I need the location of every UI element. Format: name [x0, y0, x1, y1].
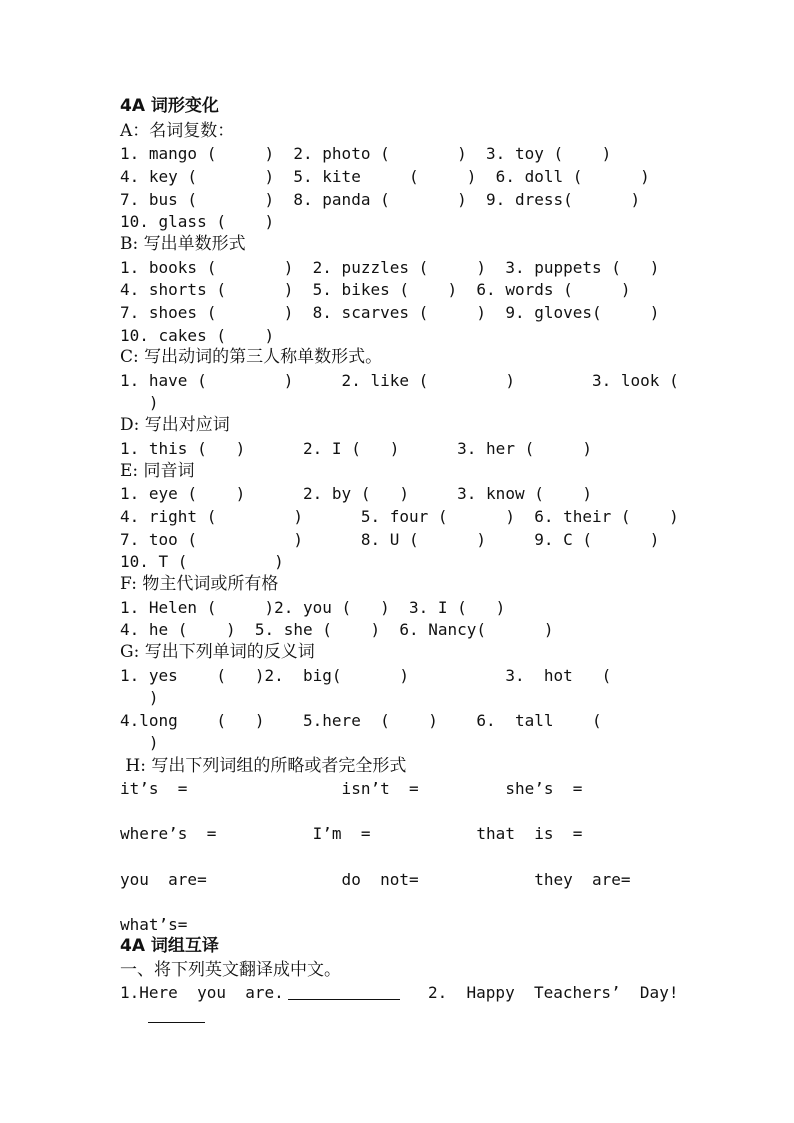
- section-g-heading: G: 写出下列单词的反义词: [120, 642, 315, 662]
- section-d-heading: D: 写出对应词: [120, 415, 230, 435]
- section-e-line-2: 4. right ( ) 5. four ( ) 6. their ( ): [120, 507, 679, 526]
- title-phrase-translation: 4A 词组互译: [120, 936, 219, 956]
- section-c-line-1: 1. have ( ) 2. like ( ) 3. look (: [120, 371, 679, 390]
- section-f-line-1: 1. Helen ( )2. you ( ) 3. I ( ): [120, 598, 506, 617]
- section-e-heading: E: 同音词: [120, 461, 195, 481]
- section-b-line-4: 10. cakes ( ): [120, 326, 275, 345]
- answer-blank-2: [148, 1022, 205, 1023]
- title-word-forms: 4A 词形变化: [120, 96, 219, 116]
- section-g-line-3: 4.long ( ) 5.here ( ) 6. tall (: [120, 711, 602, 730]
- question-1-text: 1.Here you are.: [120, 983, 284, 1002]
- section-a-heading: A：名词复数：: [120, 121, 235, 141]
- section-b-line-2: 4. shorts ( ) 5. bikes ( ) 6. words ( ): [120, 280, 631, 299]
- section-b-heading: B: 写出单数形式: [120, 234, 246, 254]
- question-2-text: 2. Happy Teachers’ Day!: [428, 983, 679, 1002]
- section-h-line-3: you are= do not= they are=: [120, 870, 631, 889]
- section-b-line-3: 7. shoes ( ) 8. scarves ( ) 9. gloves( ): [120, 303, 660, 322]
- section-f-line-2: 4. he ( ) 5. she ( ) 6. Nancy( ): [120, 620, 554, 639]
- section-f-heading: F: 物主代词或所有格: [120, 574, 279, 594]
- part-one-heading: 一、将下列英文翻译成中文。: [120, 960, 341, 980]
- section-h-heading: H: 写出下列词组的所略或者完全形式: [120, 756, 407, 776]
- section-d-line-1: 1. this ( ) 2. I ( ) 3. her ( ): [120, 439, 593, 458]
- answer-blank-1: [288, 999, 400, 1000]
- section-h-line-2: where’s = I’m = that is =: [120, 824, 583, 843]
- section-e-line-1: 1. eye ( ) 2. by ( ) 3. know ( ): [120, 484, 593, 503]
- section-e-line-4: 10. T ( ): [120, 552, 284, 571]
- section-e-line-3: 7. too ( ) 8. U ( ) 9. C ( ): [120, 530, 660, 549]
- section-h-line-1: it’s = isn’t = she’s =: [120, 779, 583, 798]
- section-c-line-2: ): [120, 393, 159, 412]
- section-g-line-1: 1. yes ( )2. big( ) 3. hot (: [120, 666, 612, 685]
- section-a-line-3: 7. bus ( ) 8. panda ( ) 9. dress( ): [120, 190, 641, 209]
- section-h-line-4: what’s=: [120, 915, 188, 934]
- section-c-heading: C: 写出动词的第三人称单数形式。: [120, 347, 383, 367]
- section-a-line-1: 1. mango ( ) 2. photo ( ) 3. toy ( ): [120, 144, 612, 163]
- section-a-line-2: 4. key ( ) 5. kite ( ) 6. doll ( ): [120, 167, 650, 186]
- section-g-line-2: ): [120, 688, 159, 707]
- section-a-line-4: 10. glass ( ): [120, 212, 275, 231]
- section-g-line-4: ): [120, 733, 159, 752]
- section-b-line-1: 1. books ( ) 2. puzzles ( ) 3. puppets ( ): [120, 258, 660, 277]
